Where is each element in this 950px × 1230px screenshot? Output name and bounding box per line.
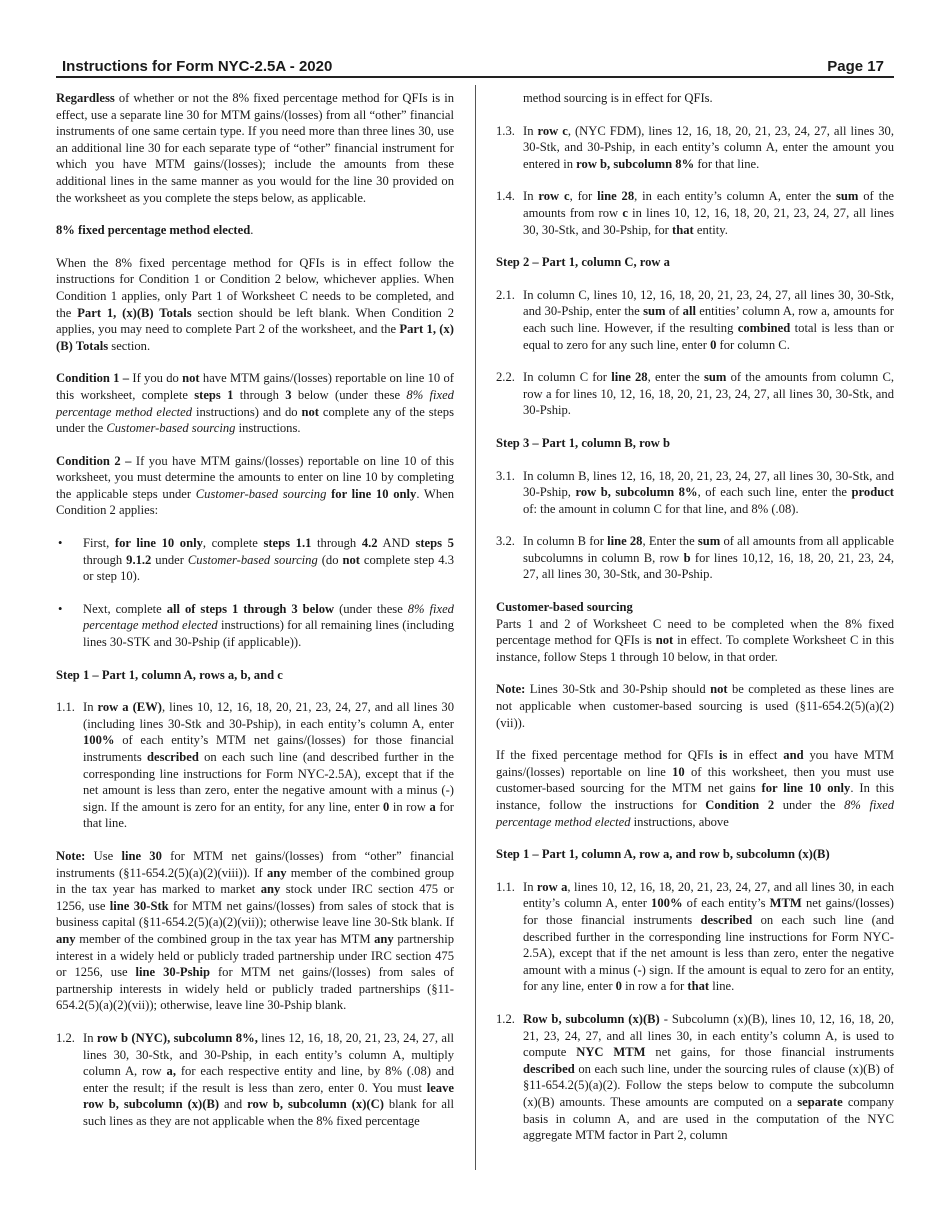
bold-text: row b (NYC), subcolumn 8%, — [96, 1030, 258, 1045]
regardless-paragraph: Regardless of whether or not the 8% fixed percentage method for QFIs is in effect, use a separate line 30 for MTM gains/(losses) from all “other” financial instruments of one same certain type. If you need more than three lines 30, use an additional line 30 for each separate type of “other” financial instrument for which you have MTM gains/(losses); include the amounts from these additional lines in the same manner as you would for the line 30 provided on the worksheet as you complete the steps below, as applicable. — [56, 91, 454, 205]
step-1-customer-heading: Step 1 – Part 1, column A, row a, and row b, subcolumn (x)(B) — [496, 847, 830, 862]
bold-text: product — [851, 485, 894, 500]
step-3-heading: Step 3 – Part 1, column B, row b — [496, 435, 670, 450]
customer-based-sourcing-paragraph: Parts 1 and 2 of Worksheet C need to be completed when the 8% fixed percentage method for QFIs is not in effect. To complete Worksheet C in this instance, follow Steps 1 through 10 below, in that order. — [496, 616, 895, 664]
bold-text: not — [301, 404, 319, 419]
bold-text: 0 — [615, 979, 622, 994]
italic-text: Customer-based sourcing — [106, 421, 236, 436]
bold-text: and — [783, 748, 804, 763]
page-number: Page 17 — [827, 58, 884, 75]
bold-text: 8% fixed percentage method elected — [56, 223, 251, 238]
bold-text: not — [182, 371, 200, 386]
bold-text: sum — [835, 189, 859, 204]
bold-text: sum — [697, 534, 721, 549]
bold-text: 3 — [285, 387, 292, 402]
bullet-icon: • — [58, 536, 63, 551]
step-text: In row c, for line 28, in each entity’s column A, enter the sum of the amounts from row c in lines 10, 12, 16, 18, 20, 21, 23, 24, 27, all lines 30, 30-Stk, and 30-Pship, for that entity. — [523, 189, 894, 237]
bold-text: described — [700, 912, 753, 927]
bold-text: line 28 — [607, 534, 643, 549]
bold-text: 10 — [672, 764, 685, 779]
elected-heading: 8% fixed percentage method elected. — [56, 223, 254, 238]
condition-2-paragraph: Condition 2 – If you have MTM gains/(losses) reportable on line 10 of this worksheet, you must determine the amounts to enter on line 10 by completing the applicable steps under Customer-based sourcing for line 10 only. When Condition 2 applies: — [56, 453, 454, 518]
step-number: 1.2. — [496, 1011, 515, 1026]
step-text: In column C, lines 10, 12, 16, 18, 20, 21, 23, 24, 27, all lines 30, 30-Stk, and 30-Pship, enter the sum of all entities’ column A, row a, amounts for each such line. However, if the resulting combined total is less than or equal to zero for any such line, enter 0 for column C. — [523, 287, 895, 352]
bold-text: line 30 — [121, 848, 162, 863]
bold-text: sum — [643, 304, 666, 319]
italic-text: 8% fixed percentage method elected — [83, 601, 454, 633]
italic-text: Customer-based sourcing — [187, 552, 318, 567]
bold-text: described — [523, 1061, 575, 1076]
step-1-2 — [56, 1030, 454, 1130]
bold-text: b — [683, 550, 691, 565]
step-text: Row b, subcolumn (x)(B) - Subcolumn (x)(B), lines 10, 12, 16, 18, 20, 21, 23, 24, 27, and all lines 30, in each entity’s column A, is used to compute NYC MTM net gains, for those financial instruments described on each such line, under the sourcing rules of clause (x)(B) of §11-654.2(5)(a)(2). Follow the steps below to compute the subcolumn (x)(B) amounts. These amounts are computed on a separate company basis in column A, and are used in the computation of the NYC aggregate MTM factor in Part 2, column — [523, 1011, 894, 1143]
bold-text: separate — [797, 1094, 843, 1109]
fixed-percentage-paragraph: If the fixed percentage method for QFIs is in effect and you have MTM gains/(losses) reportable on line 10 of this worksheet, then you must use customer-based sourcing for the MTM net gains for line 10 only. In this instance, follow the instructions for Condition 2 under the 8% fixed percentage method elected instructions, above — [496, 748, 895, 829]
step-1-2-continued: method sourcing is in effect for QFIs. — [523, 91, 713, 105]
bold-text: Part 1, (x)(B) Totals — [77, 305, 192, 320]
bold-text: row b, subcolumn 8% — [576, 156, 695, 171]
step-2-heading: Step 2 – Part 1, column C, row a — [496, 255, 670, 270]
step-text: In column C for line 28, enter the sum of the amounts from column C, row a for lines 10, 12, 16, 18, 20, 21, 23, 24, 27, all lines 30, 30-Stk, and 30-Pship. — [523, 370, 894, 418]
step-2-2 — [496, 369, 894, 419]
bold-text: Part 1, (x)(B) Totals — [56, 322, 454, 353]
bold-text: row b, subcolumn 8% — [575, 485, 698, 500]
bold-text: row c — [538, 189, 570, 204]
step-number: 2.2. — [496, 370, 515, 385]
bold-text: any — [266, 865, 287, 880]
bold-text: MTM — [769, 896, 802, 911]
bold-text: steps 5 — [415, 536, 454, 551]
bold-text: any — [374, 931, 394, 946]
bold-text: 4.2 — [361, 536, 378, 551]
bold-text: steps 1.1 — [263, 536, 312, 551]
bullet-icon: • — [58, 601, 63, 616]
bold-text: sum — [703, 370, 727, 385]
bold-text: leave row b, subcolumn (x)(B) — [83, 1080, 454, 1112]
bold-text: 100% — [83, 733, 115, 748]
step-text: In row a (EW), lines 10, 12, 16, 18, 20, 21, 23, 24, 27, and all lines 30 (including lines 30-Stk and 30-Pship), in each entity’s column A, enter 100% of each entity’s MTM net gains/(losses) for those financial instruments described on each such line (and described further in the corresponding line instructions for Form NYC-2.5A), except that if the net amount is less than zero, enter the negative amount with a minus (-) sign. If the amount is zero for an entity, for any line, enter 0 in row a for that line. — [83, 700, 455, 831]
bold-text: all — [682, 304, 696, 319]
bold-text: line 30-Pship — [135, 965, 211, 980]
step-3-1 — [496, 468, 894, 518]
step-text: In row b (NYC), subcolumn 8%, lines 12, 16, 18, 20, 21, 23, 24, 27, all lines 30, 30-Stk, and 30-Pship, in each entity’s column A, multiply column A, row a, for each respective entity and line, by 8% (.08) and enter the result; if the result is less than zero, enter 0. You must leave row b, subcolumn (x)(B) and row b, subcolumn (x)(C) blank for all such lines as they are not applicable when the 8% fixed percentage — [83, 1030, 455, 1128]
step-number: 1.1. — [56, 700, 75, 715]
step-text: In column B, lines 12, 16, 18, 20, 21, 23, 24, 27, all lines 30, 30-Stk, and 30-Pship, row b, subcolumn 8%, of each such line, enter the product of: the amount in column C for that line, and 8% (.08). — [523, 468, 894, 516]
left-column — [56, 90, 454, 1145]
bold-text: row c — [537, 123, 568, 138]
bold-text: Condition 1 – — [56, 371, 130, 386]
bullet-item-first — [56, 535, 454, 585]
step-number: 1.3. — [496, 123, 515, 138]
bold-text: for line 10 only — [331, 486, 417, 501]
bold-text: that — [672, 222, 694, 237]
bold-text: line 30-Stk — [109, 898, 169, 913]
bold-text: that — [687, 979, 710, 994]
bold-text: c — [622, 205, 628, 220]
bold-text: Note: — [56, 848, 86, 863]
step-2-1 — [496, 287, 894, 353]
bold-text: NYC MTM — [576, 1045, 646, 1060]
column-divider — [475, 85, 476, 1170]
bold-text: row a (EW) — [97, 700, 162, 715]
step-3-2 — [496, 533, 894, 583]
step-number: 3.2. — [496, 534, 515, 549]
bold-text: a, — [166, 1064, 176, 1079]
condition-1-paragraph: Condition 1 – If you do not have MTM gains/(losses) reportable on line 10 of this worksheet, complete steps 1 through 3 below (under these 8% fixed percentage method elected instructions) and do not complete any of the steps under the Customer-based sourcing instructions. — [56, 371, 454, 436]
step-number: 2.1. — [496, 287, 515, 302]
note-paragraph: Note: Lines 30-Stk and 30-Pship should not be completed as these lines are not applicable when customer-based sourcing is used (§11-654.2(5)(a)(2)(vii)). — [496, 682, 894, 730]
bold-text: a — [429, 799, 436, 814]
step-1-3 — [496, 123, 894, 173]
bold-text: Regardless — [56, 91, 115, 105]
bold-text: not — [655, 633, 674, 648]
step-1-4 — [496, 188, 894, 238]
bold-text: line 28 — [597, 189, 635, 204]
bold-text: any — [260, 882, 281, 897]
italic-text: Customer-based sourcing — [195, 486, 327, 501]
bold-text: described — [147, 750, 199, 764]
bold-text: Row b, subcolumn (x)(B) — [523, 1011, 660, 1026]
bold-text: all of steps 1 through 3 below — [166, 601, 335, 616]
step-number: 1.1. — [496, 879, 515, 894]
page-header — [56, 56, 894, 76]
document-title: Instructions for Form NYC-2.5A - 2020 — [62, 58, 333, 75]
bold-text: is — [719, 748, 728, 763]
bold-text: steps 1 — [194, 387, 234, 402]
step-number: 3.1. — [496, 468, 515, 483]
bold-text: line 28 — [611, 370, 648, 385]
bold-text: 9.1.2 — [126, 552, 152, 567]
bold-text: for line 10 only — [114, 536, 203, 551]
bold-text: 100% — [651, 896, 683, 911]
step-1-1-customer — [496, 879, 894, 995]
when-paragraph: When the 8% fixed percentage method for QFIs is in effect follow the instructions for Condition 1 or Condition 2 below, whichever applies. When Condition 1 applies, only Part 1 of Worksheet C needs to be completed, and the Part 1, (x)(B) Totals section should be left blank. When Condition 2 applies, you may need to complete Part 2 of the worksheet, and the Part 1, (x)(B) Totals section. — [56, 255, 454, 353]
bold-text: not — [710, 682, 728, 697]
bold-text: 0 — [383, 799, 390, 814]
bold-text: any — [56, 931, 76, 946]
header-rule — [56, 76, 894, 78]
bullet-item-next — [56, 601, 454, 651]
step-1-heading: Step 1 – Part 1, column A, rows a, b, and c — [56, 667, 283, 682]
step-text: In row c, (NYC FDM), lines 12, 16, 18, 20, 21, 23, 24, 27, all lines 30, 30-Stk, and 30-Pship, in each entity’s column A, enter the amount you entered in row b, subcolumn 8% for that line. — [523, 123, 894, 171]
step-1-2-customer — [496, 1011, 894, 1144]
bold-text: Note: — [496, 682, 526, 697]
bold-text: not — [342, 552, 360, 567]
bold-text: row a — [536, 879, 568, 894]
bold-text: Condition 2 — [705, 798, 775, 812]
bullet-text: Next, complete all of steps 1 through 3 below (under these 8% fixed percentage method elected instructions) for all remaining lines (including lines 30-STK and 30-Pship (if applicable)). — [83, 601, 454, 650]
step-text: In row a, lines 10, 12, 16, 18, 20, 21, 23, 24, 27, and all lines 30, in each entity’s column A, enter 100% of each entity’s MTM net gains/(losses) for those financial instruments described on each such line (and described further in the corresponding line instructions for Form NYC-2.5A), except that if the net amount is less than zero, enter the negative amount with a minus (-) sign. If the amount is equal to zero for an entity, for any line, enter 0 in row a for that line. — [523, 879, 895, 994]
bold-text: row b, subcolumn (x)(C) — [247, 1097, 384, 1112]
italic-text: 8% fixed percentage method elected — [56, 387, 454, 419]
italic-text: 8% fixed percentage method elected — [496, 798, 894, 829]
step-1-1 — [56, 699, 454, 832]
step-number: 1.4. — [496, 189, 515, 204]
bullet-text: First, for line 10 only, complete steps 1.1 through 4.2 AND steps 5 through 9.1.2 under Customer-based sourcing (do not complete step 4.3 or step 10). — [83, 536, 455, 584]
bold-text: for line 10 only — [761, 781, 851, 796]
step-number: 1.2. — [56, 1030, 75, 1045]
right-column — [496, 90, 894, 1160]
bold-text: 0 — [710, 337, 717, 352]
step-text: In column B for line 28, Enter the sum of all amounts from all applicable subcolumns in column B, row b for lines 10,12, 16, 18, 20, 21, 23, 24, 27, all lines 30, 30-Stk, and 30-Pship. — [523, 534, 894, 582]
bold-text: Condition 2 – — [56, 453, 132, 468]
note-paragraph: Note: Use line 30 for MTM net gains/(losses) from “other” financial instruments (§11-654.2(5)(a)(2)(viii)). If any member of the combined group in the tax year has marked to market any stock under IRC section 475 or 1256, use line 30-Stk for MTM net gains/(losses) from sales of stock that is business capital (§11-654.2(5)(a)(2)(vii)); otherwise leave line 30-Stk blank. If any member of the combined group in the tax year has MTM any partnership interest in a widely held or publicly traded partnership under IRC section 475 or 1256, use line 30-Pship for MTM net gains/(losses) from sales of partnership interests in widely held or publicly traded partnerships (§11-654.2(5)(a)(2)(vii)); otherwise, leave line 30-Pship blank. — [56, 848, 455, 1013]
customer-based-sourcing-heading: Customer-based sourcing — [496, 600, 633, 615]
bold-text: combined — [737, 320, 791, 335]
